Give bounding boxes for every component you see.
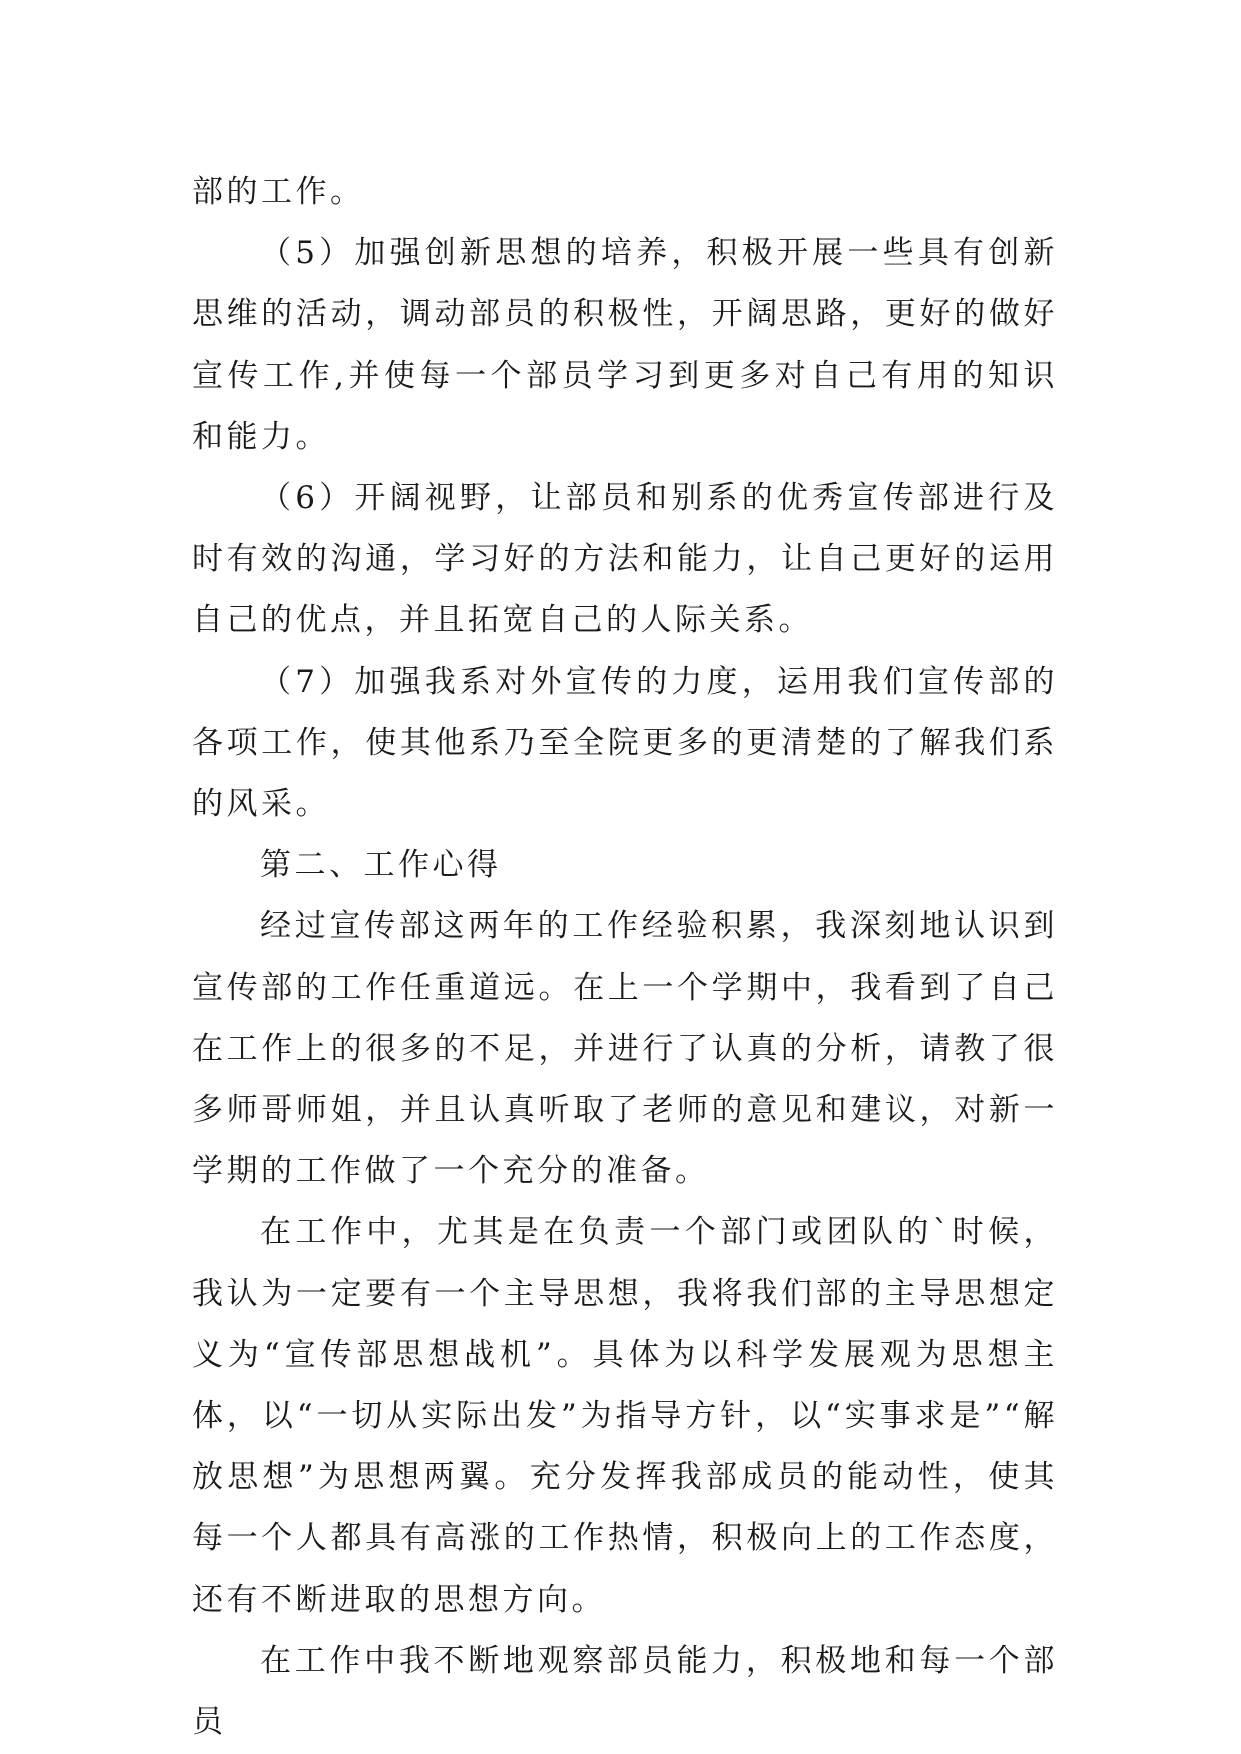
paragraph-item-7: （7）加强我系对外宣传的力度，运用我们宣传部的各项工作，使其他系乃至全院更多的更清楚的了解我们系的风采。	[192, 663, 1058, 823]
paragraph-experience: 经过宣传部这两年的工作经验积累，我深刻地认识到宣传部的工作任重道远。在上一个学期中，我看到了自己在工作上的很多的不足，并进行了认真的分析，请教了很多师哥师姐，并且认真听取了老师的意见和建议，对新一学期的工作做了一个充分的准备。	[192, 908, 1058, 1190]
section-heading: 第二、工作心得	[260, 847, 502, 884]
paragraph-guiding-thought: 在工作中，尤其是在负责一个部门或团队的`时候，我认为一定要有一个主导思想，我将我们部的主导思想定义为“宣传部思想战机”。具体为以科学发展观为思想主体，以“一切从实际出发”为指导方针，以“实事求是”“解放思想”为思想两翼。充分发挥我部成员的能动性，使其每一个人都具有高涨的工作热情，积极向上的工作态度，还有不断进取的思想方向。	[192, 1214, 1058, 1618]
paragraph-continuation: 部的工作。	[192, 174, 365, 210]
paragraph-item-5: （5）加强创新思想的培养，积极开展一些具有创新思维的活动，调动部员的积极性，开阔思路，更好的做好宣传工作,并使每一个部员学习到更多对自己有用的知识和能力。	[192, 235, 1058, 455]
paragraph-observation: 在工作中我不断地观察部员能力，积极地和每一个部员	[192, 1642, 1058, 1741]
paragraph-item-6: （6）开阔视野，让部员和别系的优秀宣传部进行及时有效的沟通，学习好的方法和能力，让自己更好的运用自己的优点，并且拓宽自己的人际关系。	[192, 480, 1058, 639]
document-body	[192, 162, 1058, 1753]
